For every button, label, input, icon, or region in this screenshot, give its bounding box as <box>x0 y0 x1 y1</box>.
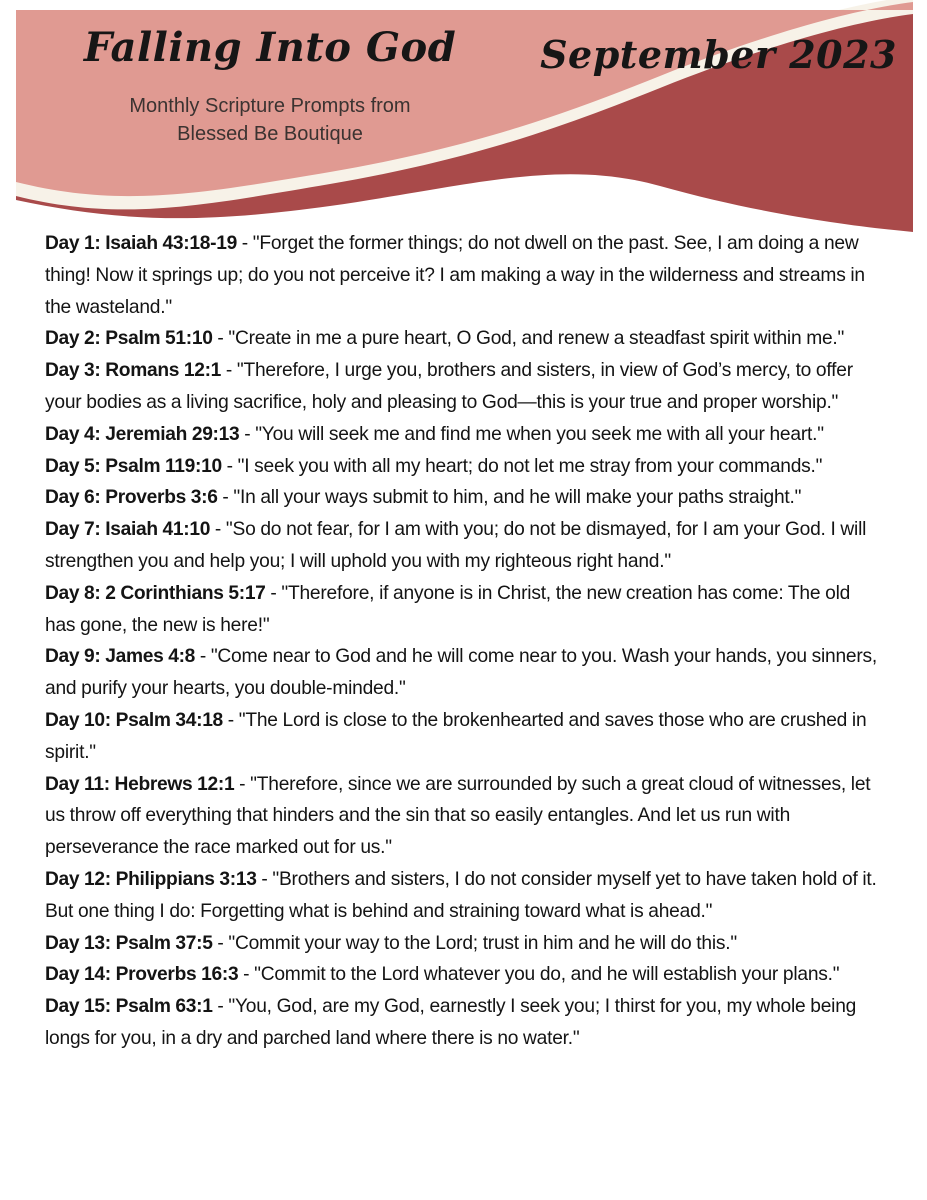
scripture-prompt-entry <box>45 451 885 483</box>
scripture-separator: - <box>238 964 255 986</box>
scripture-prompt-entry <box>45 769 885 864</box>
scripture-prompt-entry <box>45 991 885 1055</box>
scripture-quote: "Therefore, I urge you, brothers and sisters, in view of God’s mercy, to offer your bodies as a living sacrifice, holy and pleasing to God—this is your true and proper worship." <box>45 360 853 413</box>
scripture-quote: "Commit your way to the Lord; trust in him and he will do this." <box>228 932 737 954</box>
scripture-reference: Day 8: 2 Corinthians 5:17 <box>45 582 266 604</box>
scripture-quote: "The Lord is close to the brokenhearted and saves those who are crushed in spirit." <box>45 709 867 763</box>
scripture-reference: Day 7: Isaiah 41:10 <box>45 519 211 541</box>
scripture-reference: Day 15: Psalm 63:1 <box>45 996 213 1018</box>
scripture-quote: "You, God, are my God, earnestly I seek you; I thirst for you, my whole being longs for you, in a dry and parched land where there is no water." <box>45 996 857 1049</box>
scripture-separator: - <box>256 868 273 890</box>
scripture-separator: - <box>222 709 239 731</box>
scripture-reference: Day 13: Psalm 37:5 <box>45 932 213 954</box>
page-subtitle-line-1: Monthly Scripture Prompts from <box>129 95 411 117</box>
scripture-separator: - <box>195 646 211 668</box>
scripture-quote: "In all your ways submit to him, and he will make your paths straight." <box>233 487 802 509</box>
scripture-separator: - <box>212 996 229 1018</box>
scripture-prompt-entry <box>45 641 885 705</box>
scripture-quote: "Therefore, if anyone is in Christ, the new creation has come: The old has gone, the new is here!" <box>45 582 851 636</box>
scripture-quote: "You will seek me and find me when you seek me with all your heart." <box>255 423 824 445</box>
scripture-quote: "Come near to God and he will come near to you. Wash your hands, you sinners, and purify your hearts, you double-minded." <box>45 646 878 700</box>
scripture-prompt-entry <box>45 514 885 578</box>
scripture-separator: - <box>234 773 251 795</box>
scripture-separator: - <box>212 932 229 954</box>
scripture-reference: Day 12: Philippians 3:13 <box>45 868 257 890</box>
scripture-reference: Day 4: Jeremiah 29:13 <box>45 423 240 445</box>
scripture-prompt-entry <box>45 864 885 928</box>
scripture-prompt-list <box>45 228 885 1055</box>
scripture-prompt-entry <box>45 323 885 355</box>
page-subtitle-line-2: Blessed Be Boutique <box>177 123 363 146</box>
scripture-separator: - <box>221 455 238 477</box>
scripture-separator: - <box>217 487 234 509</box>
scripture-separator: - <box>210 519 226 541</box>
scripture-quote: "Therefore, since we are surrounded by such a great cloud of witnesses, let us throw off everything that hinders and the sin that so easily entangles. And let us run with perseverance the race marked out for us." <box>45 773 871 859</box>
page-title: Falling Into God <box>83 24 457 71</box>
scripture-reference: Day 2: Psalm 51:10 <box>45 328 213 350</box>
scripture-reference: Day 11: Hebrews 12:1 <box>45 773 235 795</box>
scripture-prompt-entry <box>45 705 885 769</box>
scripture-reference: Day 6: Proverbs 3:6 <box>45 487 218 509</box>
scripture-prompt-entry <box>45 578 885 642</box>
scripture-prompt-entry <box>45 355 885 419</box>
scripture-quote: "I seek you with all my heart; do not let me stray from your commands." <box>237 455 823 477</box>
scripture-prompt-entry <box>45 959 885 991</box>
scripture-reference: Day 5: Psalm 119:10 <box>45 455 222 477</box>
scripture-quote: "Forget the former things; do not dwell on the past. See, I am doing a new thing! Now it springs up; do you not perceive it? I am making a way in the wilderness and streams in the wasteland." <box>45 233 865 318</box>
scripture-reference: Day 1: Isaiah 43:18-19 <box>45 233 237 254</box>
scripture-prompt-entry <box>45 928 885 960</box>
scripture-separator: - <box>221 360 237 382</box>
scripture-reference: Day 10: Psalm 34:18 <box>45 709 223 731</box>
scripture-prompt-entry <box>45 482 885 514</box>
scripture-prompt-entry <box>45 228 885 323</box>
scripture-quote: "Brothers and sisters, I do not consider myself yet to have taken hold of it. But one thing I do: Forgetting what is behind and straining toward what is ahead." <box>45 868 877 922</box>
scripture-quote: "Commit to the Lord whatever you do, and he will establish your plans." <box>254 964 840 986</box>
scripture-prompt-entry <box>45 419 885 451</box>
scripture-separator: - <box>236 233 253 254</box>
scripture-separator: - <box>212 328 229 350</box>
scripture-separator: - <box>239 423 256 445</box>
scripture-reference: Day 14: Proverbs 16:3 <box>45 964 239 986</box>
scripture-reference: Day 3: Romans 12:1 <box>45 360 222 382</box>
scripture-quote: "Create in me a pure heart, O God, and renew a steadfast spirit within me." <box>228 328 845 350</box>
scripture-reference: Day 9: James 4:8 <box>45 646 196 668</box>
issue-date: September 2023 <box>540 32 897 77</box>
scripture-quote: "So do not fear, for I am with you; do not be dismayed, for I am your God. I will strengthen you and help you; I will uphold you with my righteous right hand." <box>45 519 867 572</box>
header-banner <box>0 0 927 240</box>
scripture-separator: - <box>265 582 282 604</box>
